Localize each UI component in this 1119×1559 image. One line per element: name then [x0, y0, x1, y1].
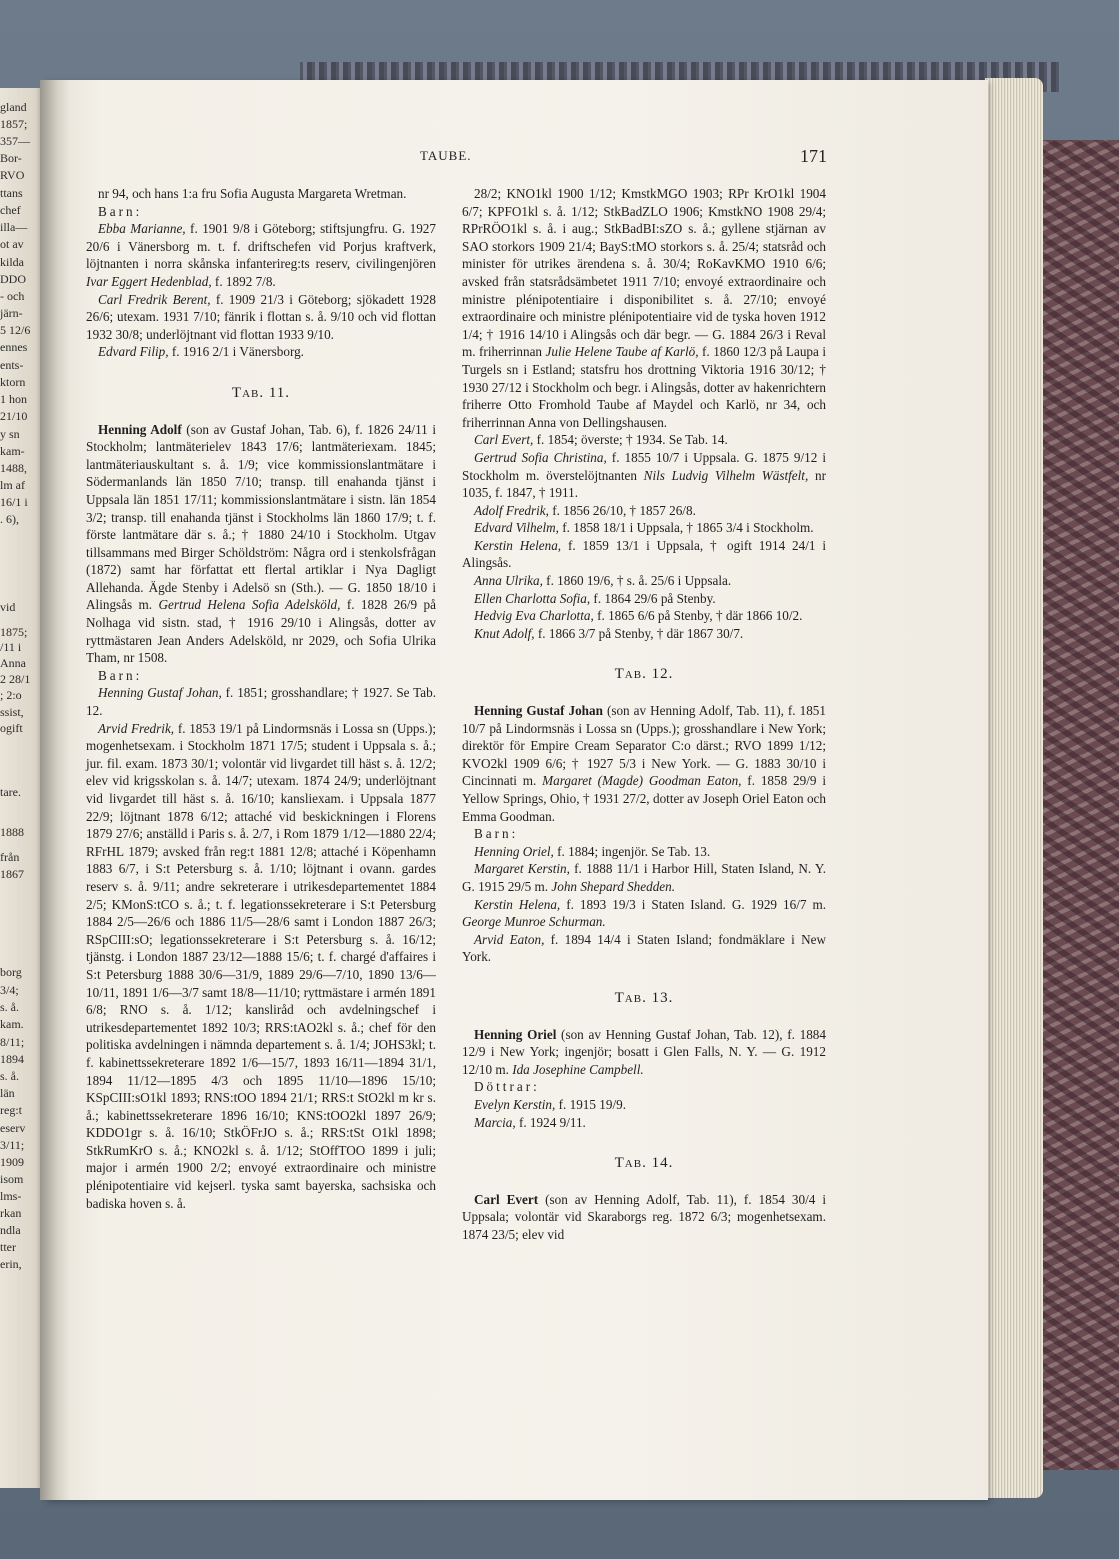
left-page-text-fragment: lms- — [0, 1189, 22, 1203]
left-page-text-fragment: 1867 — [0, 867, 24, 881]
children-heading: Döttrar: — [474, 1079, 540, 1095]
left-page-text-fragment: tare. — [0, 785, 21, 799]
left-page-text-fragment: 1888 — [0, 825, 24, 839]
page-edges — [985, 78, 1043, 1498]
genealogy-entry — [462, 449, 826, 502]
genealogy-entry — [462, 860, 826, 895]
left-page-text-fragment: /11 i — [0, 640, 22, 654]
children-heading: Barn: — [474, 826, 519, 842]
genealogy-entry — [462, 519, 826, 537]
person-name: Kerstin Helena, — [474, 896, 561, 912]
head-of-family-name: Carl Evert — [474, 1191, 539, 1207]
genealogy-paragraph — [462, 185, 826, 431]
entry-text: (son av Henning Gustaf Johan, Tab. 12), f. 1884 12/9 i New York; ingenjör; bosatt i Glen Falls, N. Y. — G. 1912 12/10 m. — [462, 1026, 826, 1077]
person-name: Ivar Eggert Hedenblad, — [86, 273, 212, 289]
entry-text: f. 1884; ingenjör. Se Tab. 13. — [553, 843, 711, 859]
left-page-text-fragment: borg — [0, 965, 22, 979]
left-page-text-fragment: 357— — [0, 134, 30, 148]
table-heading: Tab. 14. — [614, 1155, 674, 1172]
person-name: Margaret (Magde) Goodman Eaton, — [542, 773, 742, 789]
left-page-text-fragment: - och — [0, 289, 25, 303]
left-page-text-fragment: Anna — [0, 656, 26, 670]
entry-text: f. 1851; grosshandlare; † 1927. Se Tab. 12. — [86, 685, 436, 719]
genealogy-paragraph — [86, 421, 436, 667]
entry-text: f. 1859 13/1 i Uppsala, † ogift 1914 24/1 i Alingsås. — [462, 537, 827, 571]
left-page-text-fragment: kam- — [0, 444, 25, 458]
entry-text: f. 1855 10/7 i Uppsala. G. 1875 9/12 i Stockholm m. överstelöjtnanten — [462, 449, 826, 483]
left-page-text-fragment: 16/1 i — [0, 495, 28, 509]
genealogy-entry — [86, 720, 436, 1213]
entry-text: f. 1853 19/1 på Lindormsnäs i Lossa sn (Upps.); mogenhetsexam. i Stockholm 1871 17/5; student i Uppsala s. å.; jur. fil. exam. 1873 30/1; volontär vid livgardet till häst s. å. 12/2; elev vid krigsskolan s. å. 14/7; utexam. 1874 24/9; underlöjtnant vid livgardet till häst s. å. 16/10; kansliexam. i Uppsala 1877 22/9; löjtnant 1878 6/12; attaché vid beskickningen i Florens 1879 27/6; anställd i Paris s. å. 2/7, i Rom 1879 1/12—1880 22/4; RFrHL 1879; avsked från reg:t 1881 12/8; attaché i Köpenhamn 1883 6/7, i S:t Petersburg s. å. 1/10; löjtnant i ovann. gardes reserv s. å. 9/11; andre sekreterare i utrikesdepartementet 1884 2/5; KMonS:tCO s. å.; t. f. legationssekreterare i S:t Petersburg 1884 2/5—26/6 och 1886 11/5—28/6 samt i London 1887 26/3; RSpCIII:sO; legationssekreterare i S:t Petersburg s. å. 16/12; tjänstg. i London 1887 23/12—1888 15/6; t. f. chargé d'affaires i S:t Petersburg 1888 30/6—31/9, 1889 29/6—7/10, 1890 13/6—10/11, 1891 1/6—3/7 samt 18/8—11/10; ryttmästare i armén 1891 6/8; RNO s. å. 1/12; kansliråd och avdelningschef i utrikesdepartementet 1892 10/3; RRS:tAO2kl s. å.; chef för den politiska avdelningen i nämnda departement s. å. 1/4; JOHS3kl; t. f. kabinettssekreterare 1892 1/6—15/7, 1893 16/11—1894 31/1, 1894 11/12—1895 4/3 och 1895 11/10—1896 15/10; KSpCIII:sO1kl 1893; RNS:tOO 1894 21/1; RRS:t StO2kl m kr s. å.; kabinettssekreterare 1896 16/10; KNS:tOO2kl 1897 26/9; KDDO1gr s. å. 16/10; StkÖFrJO s. å.; RRS:tSt O1kl 1898; StkRumKrO s. å.; KNO2kl s. å. 1/12; StOffTOO 1899 i juli; major i armén 1900 2/2; envoyé extraordinaire och ministre plénipotentiaire vid kejserl. tyska samt bayerska, sachsiska och badiska hoven s. å. — [86, 720, 437, 1211]
entry-text: f. 1892 7/8. — [211, 273, 276, 289]
entry-text: f. 1864 29/6 på Stenby. — [590, 590, 716, 606]
left-text-column — [86, 185, 436, 1212]
person-name: Margaret Kerstin, — [474, 861, 570, 877]
person-name: Nils Ludvig Vilhelm Wästfelt, — [643, 467, 809, 483]
left-page-text-fragment: illa— — [0, 220, 28, 234]
left-page-text-fragment: Bor- — [0, 151, 22, 165]
genealogy-entry — [86, 291, 436, 344]
left-page-text-fragment: isom — [0, 1172, 24, 1186]
left-page-text-fragment: 1875; — [0, 625, 28, 639]
genealogy-entry — [462, 537, 826, 572]
left-page-text-fragment: ndla — [0, 1223, 21, 1237]
entry-text: f. 1888 11/1 i Harbor Hill, Staten Island, N. Y. G. 1915 29/5 m. — [462, 861, 827, 894]
genealogy-entry — [86, 343, 436, 361]
left-page-text-fragment: kam. — [0, 1017, 24, 1031]
person-name: John Shepard Shedden. — [551, 878, 676, 894]
genealogy-paragraph — [462, 1191, 826, 1244]
left-page-text-fragment: rkan — [0, 1206, 22, 1220]
person-name: Julie Helene Taube af Karlö, — [545, 344, 699, 360]
person-name: Gertrud Helena Sofia Adelsköld, — [158, 597, 341, 613]
person-name: Marcia, — [474, 1114, 516, 1130]
left-page-text-fragment: ogift — [0, 721, 23, 735]
left-page-text-fragment: ; 2:o — [0, 688, 22, 702]
right-text-column — [462, 185, 826, 1243]
left-page-text-fragment: erin, — [0, 1257, 22, 1271]
person-name: Kerstin Helena, — [474, 537, 562, 553]
left-page-text-fragment: 1894 — [0, 1052, 24, 1066]
left-page-text-fragment: ssist, — [0, 705, 24, 719]
left-page-text-fragment: tter — [0, 1240, 16, 1254]
head-of-family-name: Henning Gustaf Johan — [474, 703, 603, 719]
left-page-text-fragment: 3/4; — [0, 983, 19, 997]
person-name: George Munroe Schurman. — [462, 914, 606, 930]
table-heading: Tab. 13. — [614, 989, 674, 1006]
person-name: Hedvig Eva Charlotta, — [474, 608, 594, 624]
person-name: Carl Fredrik Berent, — [98, 291, 211, 307]
entry-text: f. 1856 26/10, † 1857 26/8. — [548, 502, 696, 518]
children-heading: Barn: — [98, 667, 143, 683]
entry-text: nr 94, och hans 1:a fru Sofia Augusta Margareta Wretman. — [98, 186, 407, 201]
left-page-text-fragment: från — [0, 850, 20, 864]
left-page-text-fragment: 1857; — [0, 117, 28, 131]
person-name: Anna Ulrika, — [474, 573, 543, 589]
marbled-book-cover — [1040, 140, 1119, 1470]
person-name: Arvid Fredrik, — [98, 720, 175, 736]
left-page-text-fragment: ttans — [0, 186, 23, 200]
entry-text: f. 1916 2/1 i Vänersborg. — [168, 344, 304, 360]
entry-text: f. 1858 18/1 i Uppsala, † 1865 3/4 i Stockholm. — [558, 520, 814, 536]
entry-text: f. 1894 14/4 i Staten Island; fondmäklare i New York. — [462, 931, 826, 965]
left-page-text-fragment: ents- — [0, 358, 24, 372]
left-page-text-fragment: lm af — [0, 478, 25, 492]
page-gutter — [40, 80, 70, 1500]
genealogy-entry — [462, 502, 826, 520]
entry-text: f. 1866 3/7 på Stenby, † där 1867 30/7. — [534, 625, 744, 641]
entry-text: f. 1901 9/8 i Göteborg; stiftsjungfru. G. 1927 20/6 i Vänersborg m. t. f. driftschefen vid Porjus kraftverk, löjtnanten i norra skånska infanterireg:ts reserv, civilingenjören — [86, 221, 436, 272]
person-name: Henning Oriel, — [474, 843, 554, 859]
left-page-text-fragment: ktorn — [0, 375, 26, 389]
children-heading: Barn: — [98, 203, 143, 219]
left-page-fragment — [0, 88, 44, 1488]
left-page-text-fragment: 3/11; — [0, 1138, 25, 1152]
entry-text: (son av Henning Adolf, Tab. 11), f. 1851 10/7 på Lindormsnäs i Lossa sn (Upps.); grosshandlare i New York; direktör för Empire Cream Separator C:o därst.; RVO 1899 1/12; KVO2kl 1909 6/6; † 1927 5/3 i New York. — G. 1883 30/10 i Cincinnati m. — [462, 703, 826, 789]
person-name: Henning Gustaf Johan, — [98, 685, 222, 701]
entry-text: f. 1860 19/6, † s. å. 25/6 i Uppsala. — [542, 573, 732, 589]
genealogy-entry — [462, 625, 826, 643]
genealogy-entry — [86, 684, 436, 719]
left-page-text-fragment: län — [0, 1086, 15, 1100]
genealogy-entry — [462, 1114, 826, 1132]
person-name: Edvard Filip, — [98, 344, 169, 360]
person-name: Arvid Eaton, — [474, 931, 545, 947]
left-page-text-fragment: 2 28/1 — [0, 672, 31, 686]
head-of-family-name: Henning Adolf — [98, 421, 182, 437]
genealogy-entry — [462, 590, 826, 608]
left-page-text-fragment: s. å. — [0, 1069, 19, 1083]
person-name: Ida Josephine Campbell. — [512, 1061, 644, 1077]
left-page-text-fragment: 1909 — [0, 1155, 24, 1169]
entry-text: (son av Henning Adolf, Tab. 11), f. 1854 30/4 i Uppsala; volontär vid Skaraborgs reg. 1872 6/3; mogenhetsexam. 1874 23/5; elev vid — [462, 1191, 827, 1242]
left-page-text-fragment: 5 12/6 — [0, 323, 31, 337]
page-number: 171 — [800, 146, 827, 166]
genealogy-paragraph — [462, 1026, 826, 1079]
entry-text: f. 1909 21/3 i Göteborg; sjökadett 1928 26/6; utexam. 1931 7/10; fänrik i flottan s. å. 9/10 och vid flottan 1932 30/8; underlöjtnant vid flottan 1933 9/10. — [86, 291, 436, 342]
left-page-text-fragment: 21/10 — [0, 409, 28, 423]
left-page-text-fragment: 8/11; — [0, 1035, 25, 1049]
entry-text: (son av Gustaf Johan, Tab. 6), f. 1826 24/11 i Stockholm; lantmäterielev 1843 17/6; lantmäteriexam. 1845; lantmäteriauskultant s. å. 1/9; vice kommissionslantmätare i Södermanlands län 1850 7/10; transp. till enahanda tjänst i Uppsala län 1851 17/11; kommissionslantmätare i sistn. län 1854 3/2; transp. till enahanda tjänst i Stockholms län 1860 17/9; t. f. förste lantmätare där s. å.; † 1880 24/10 i Stockholm. Utgav tillsammans med Birger Schöldström: Några ord i stenkolsfrågan (1872) samt har författat ett flertal artiklar i Nya Dagligt Allehanda. Ägde Stenby i Adelsö sn (Sth.). — G. 1850 18/10 i Alingsås m. — [86, 421, 437, 613]
person-name: Gertrud Sofia Christina, — [474, 449, 607, 465]
genealogy-entry — [462, 843, 826, 861]
entry-text: f. 1828 26/9 på Nolhaga vid sistn. stad, † 1916 29/10 i Alingsås, dotter av ryttmästaren Jean Anders Adelsköld, nr 2029, och Sofia Ulrika Tham, nr 1508. — [86, 597, 436, 666]
entry-text: 28/2; KNO1kl 1900 1/12; KmstkMGO 1903; RPr KrO1kl 1904 6/7; KPFO1kl s. å. 1/12; StkBadZLO 1906; KmstkNO 1908 29/4; RPrRÖO1kl s. å. i aug.; StkBadBI:sZO s. å.; gyllene stjärnan av SAO storkors 1909 21/4; BayS:tMO storkors s. å. 25/4; statsråd och minister för utrikes ärendena s. å. 30/4; RoKavKMO 1910 6/6; avsked från statsrådsämbetet 1911 7/10; envoyé extraordinaire och ministre plénipotentiaire i disponibilitet s. å. 27/10; envoyé extraordinaire och ministre plénipotentiaire vid de tyska hoven 1912 1/4; † 1916 14/10 i Alingsås och där begr. — G. 1884 26/3 i Reval m. friherrinnan — [462, 186, 826, 360]
running-head: TAUBE. — [420, 148, 472, 163]
person-name: Ellen Charlotta Sofia, — [474, 590, 591, 606]
left-page-text-fragment: DDO — [0, 272, 26, 286]
person-name: Edvard Vilhelm, — [474, 520, 559, 536]
left-page-text-fragment: y sn — [0, 427, 20, 441]
head-of-family-name: Henning Oriel — [474, 1026, 557, 1042]
person-name: Adolf Fredrik, — [474, 502, 549, 518]
genealogy-entry — [462, 896, 826, 931]
entry-text: f. 1915 19/9. — [555, 1096, 627, 1112]
left-page-text-fragment: ot av — [0, 237, 24, 251]
left-page-text-fragment: reg:t — [0, 1103, 22, 1117]
entry-text: f. 1924 9/11. — [515, 1114, 586, 1130]
left-page-text-fragment: gland — [0, 100, 27, 114]
left-page-text-fragment: vid — [0, 600, 16, 614]
left-page-text-fragment: 1 hon — [0, 392, 27, 406]
genealogy-entry — [462, 431, 826, 449]
left-page-text-fragment: kilda — [0, 255, 24, 269]
genealogy-entry — [86, 220, 436, 290]
entry-text: f. 1860 12/3 på Laupa i Turgels sn i Estland; statsfru hos drottning Viktoria 1916 30/12; † 1930 27/12 i Stockholm och begr. i Alingsås, dotter av hakenrichtern friherre Otto Fromhold Taube af Maydel och Karlö, nr 34, och friherrinnan Anna von Dellingshausen. — [462, 344, 827, 430]
entry-text: f. 1865 6/6 på Stenby, † där 1866 10/2. — [593, 608, 803, 624]
left-page-text-fragment: järn- — [0, 306, 23, 320]
entry-text: f. 1858 29/9 i Yellow Springs, Ohio, † 1931 27/2, dotter av Joseph Oriel Eaton och Emma Goodman. — [462, 773, 826, 824]
genealogy-entry — [462, 1096, 826, 1114]
person-name: Ebba Marianne, — [98, 221, 186, 237]
left-page-text-fragment: eserv — [0, 1121, 26, 1135]
person-name: Knut Adolf, — [474, 625, 535, 641]
genealogy-entry — [462, 607, 826, 625]
entry-text: f. 1854; överste; † 1934. Se Tab. 14. — [533, 432, 728, 448]
genealogy-entry — [462, 931, 826, 966]
person-name: Carl Evert, — [474, 432, 534, 448]
left-page-text-fragment: s. å. — [0, 1000, 19, 1014]
entry-text: f. 1893 19/3 i Staten Island. G. 1929 16/7 m. — [560, 896, 827, 912]
left-page-text-fragment: 1488, — [0, 461, 27, 475]
genealogy-paragraph — [86, 185, 436, 203]
left-page-text-fragment: chef — [0, 203, 21, 217]
left-page-text-fragment: ennes — [0, 340, 28, 354]
left-page-text-fragment: RVO — [0, 168, 25, 182]
entry-text: nr 1035, f. 1847, † 1911. — [462, 467, 826, 501]
table-heading: Tab. 12. — [614, 666, 674, 683]
table-heading: Tab. 11. — [231, 384, 291, 401]
person-name: Evelyn Kerstin, — [474, 1096, 556, 1112]
genealogy-entry — [462, 572, 826, 590]
left-page-text-fragment: . 6), — [0, 512, 19, 526]
genealogy-paragraph — [462, 702, 826, 825]
